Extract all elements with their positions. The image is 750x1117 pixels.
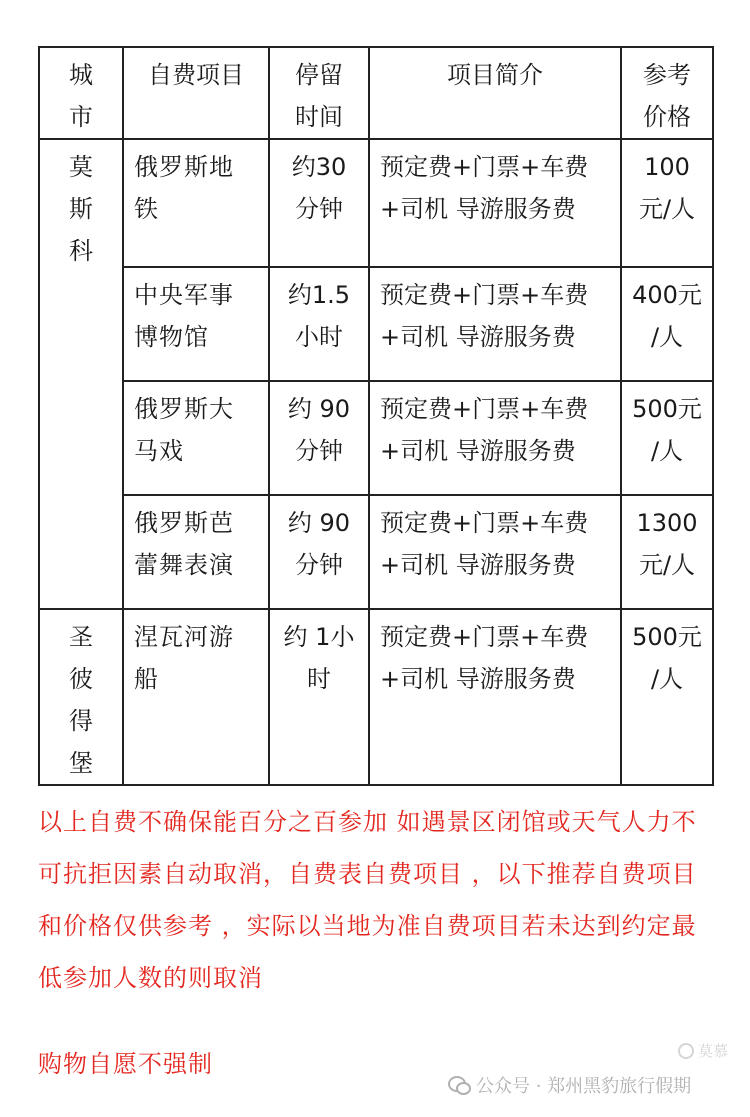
item-cell: 涅瓦河游船 bbox=[123, 609, 269, 785]
item-cell: 中央军事博物馆 bbox=[123, 267, 269, 381]
stay-cell: 约 1小时 bbox=[269, 609, 369, 785]
corner-watermark bbox=[678, 1040, 728, 1061]
price-cell: 1300元/人 bbox=[621, 495, 713, 609]
account-watermark-text: 公众号 · 郑州黑豹旅行假期 bbox=[476, 1076, 692, 1097]
account-watermark bbox=[448, 1072, 691, 1098]
header-desc: 项目简介 bbox=[369, 47, 621, 139]
table-row bbox=[39, 381, 713, 495]
table-row bbox=[39, 139, 713, 267]
header-item: 自费项目 bbox=[123, 47, 269, 139]
table-row bbox=[39, 267, 713, 381]
wechat-icon bbox=[448, 1076, 470, 1094]
desc-cell: 预定费+门票+车费+司机 导游服务费 bbox=[369, 267, 621, 381]
stay-cell: 约 90分钟 bbox=[269, 495, 369, 609]
price-cell: 400元 /人 bbox=[621, 267, 713, 381]
price-cell: 500元 /人 bbox=[621, 609, 713, 785]
watermark-logo-icon bbox=[678, 1043, 694, 1059]
item-cell: 俄罗斯地铁 bbox=[123, 139, 269, 267]
header-price: 参考 价格 bbox=[621, 47, 713, 139]
cancellation-notice: 以上自费不确保能百分之百参加 如遇景区闭馆或天气人力不可抗拒因素自动取消，自费表自费项目 ，以下推荐自费项目和价格仅供参考 ，实际以当地为准自费项目若未达到约定最低参加人数的则取消 bbox=[38, 808, 697, 992]
stay-cell: 约 90分钟 bbox=[269, 381, 369, 495]
item-cell: 俄罗斯大马戏 bbox=[123, 381, 269, 495]
table-row bbox=[39, 495, 713, 609]
header-stay: 停留 时间 bbox=[269, 47, 369, 139]
shopping-notice: 购物自愿不强制 bbox=[38, 1050, 213, 1078]
item-cell: 俄罗斯芭蕾舞表演 bbox=[123, 495, 269, 609]
self-pay-table bbox=[38, 46, 714, 786]
desc-cell: 预定费+门票+车费+司机 导游服务费 bbox=[369, 495, 621, 609]
price-cell: 100元/人 bbox=[621, 139, 713, 267]
city-cell-st-petersburg: 圣 彼 得 堡 bbox=[39, 609, 123, 785]
city-cell-moscow: 莫 斯 科 bbox=[39, 139, 123, 609]
desc-cell: 预定费+门票+车费+司机 导游服务费 bbox=[369, 381, 621, 495]
table-row bbox=[39, 609, 713, 785]
corner-watermark-text: 莫慕 bbox=[698, 1042, 729, 1060]
table-header-row bbox=[39, 47, 713, 139]
price-cell: 500元 /人 bbox=[621, 381, 713, 495]
stay-cell: 约1.5小时 bbox=[269, 267, 369, 381]
desc-cell: 预定费+门票+车费+司机 导游服务费 bbox=[369, 139, 621, 267]
header-city: 城 市 bbox=[39, 47, 123, 139]
desc-cell: 预定费+门票+车费+司机 导游服务费 bbox=[369, 609, 621, 785]
stay-cell: 约30分钟 bbox=[269, 139, 369, 267]
